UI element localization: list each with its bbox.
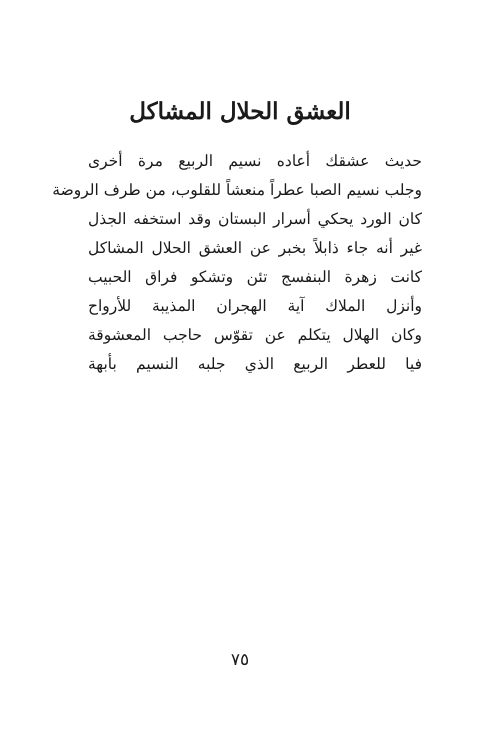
- poem-line: كانت زهرة البنفسج تئن وتشكو فراق الحبيب: [88, 268, 422, 286]
- poem-line: وأنزل الملاك آية الهجران المذيبة للأرواح: [88, 297, 422, 315]
- poem-line: غير أنه جاء ذابلاً بخبر عن العشق الحلال المشاكل: [88, 239, 422, 257]
- poem-line: حديث عشقك أعاده نسيم الربيع مرة أخرى: [88, 152, 422, 170]
- poem-line: وجلب نسيم الصبا عطراً منعشاً للقلوب، من طرف الروضة: [52, 181, 422, 199]
- poem-line: وكان الهلال يتكلم عن تقوّس حاجب المعشوقة: [88, 326, 422, 344]
- poem-line: فيا للعطر الربيع الذي جلبه النسيم بأبهة: [88, 355, 422, 373]
- poem-title: العشق الحلال المشاكل: [129, 98, 351, 125]
- page-number: ٧٥: [230, 650, 250, 670]
- poem-body: [52, 147, 422, 379]
- poem-line: كان الورد يحكي أسرار البستان وقد استخفه الجذل: [88, 210, 422, 228]
